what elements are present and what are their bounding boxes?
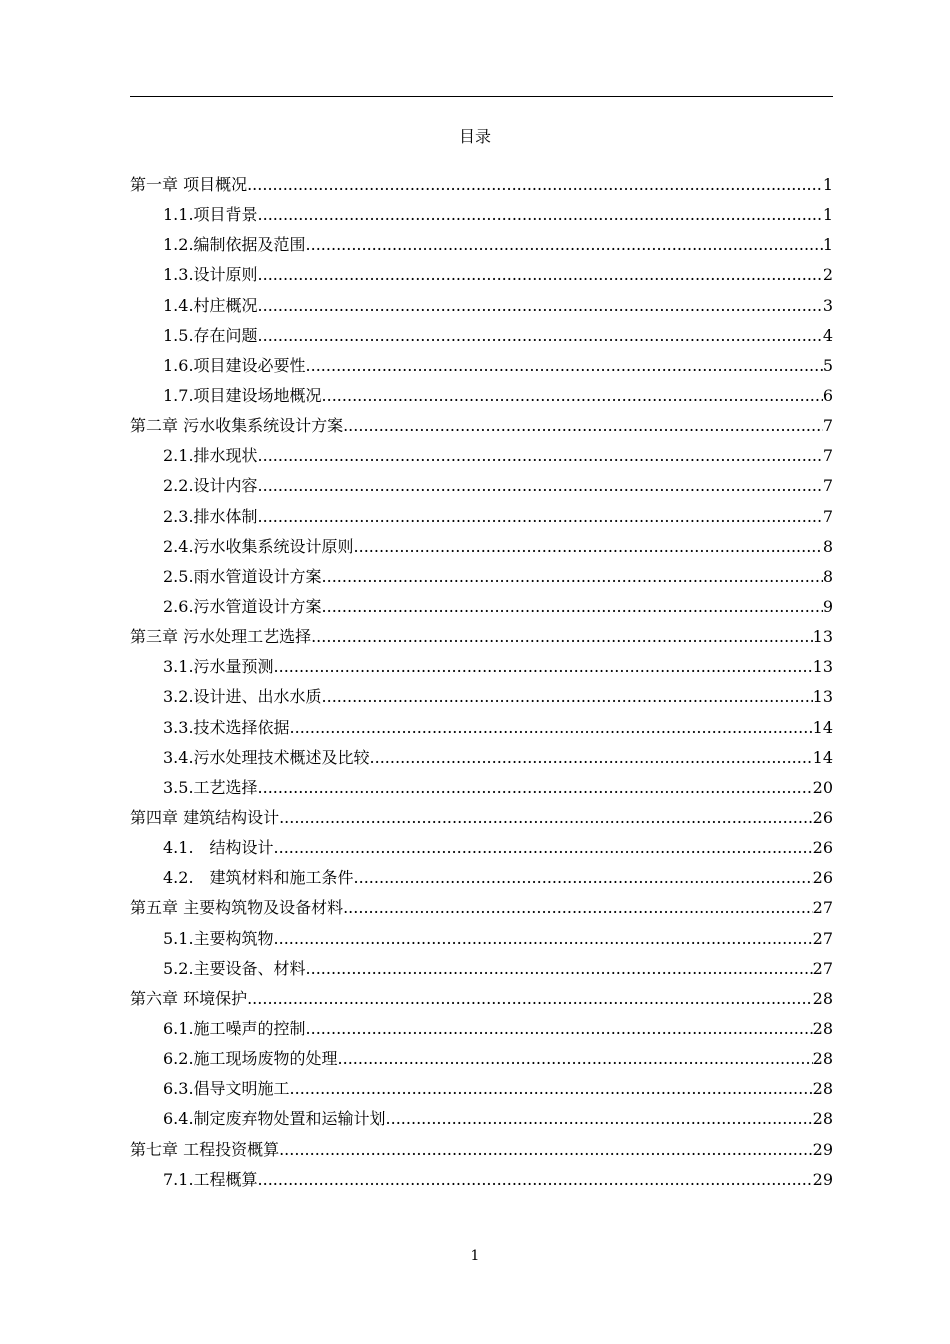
toc-chapter-entry[interactable] <box>130 411 833 441</box>
toc-entry-label: 1.7.项目建设场地概况 <box>163 385 322 405</box>
toc-dot-leader <box>338 1044 813 1074</box>
toc-section-entry[interactable] <box>130 1014 833 1044</box>
toc-section-entry[interactable] <box>130 441 833 471</box>
toc-entry-page: 27 <box>812 958 833 978</box>
toc-entry-label: 第四章 建筑结构设计 <box>130 807 280 827</box>
toc-entry-label: 4.1. 结构设计 <box>163 838 274 858</box>
toc-entry-label: 2.4.污水收集系统设计原则 <box>163 536 354 556</box>
page-title: 目录 <box>458 127 491 146</box>
toc-dot-leader <box>322 562 823 592</box>
toc-entry-page: 26 <box>812 807 833 827</box>
toc-chapter-entry[interactable] <box>130 1135 833 1165</box>
toc-entry-page: 7 <box>822 506 833 526</box>
toc-entry-page: 3 <box>822 295 833 315</box>
toc-entry-label: 第六章 环境保护 <box>130 988 248 1008</box>
toc-entry-page: 29 <box>812 1139 833 1159</box>
toc-dot-leader <box>306 230 823 260</box>
toc-entry-label: 2.5.雨水管道设计方案 <box>163 566 322 586</box>
toc-dot-leader <box>274 652 813 682</box>
toc-entry-label: 6.2.施工现场废物的处理 <box>163 1049 338 1069</box>
toc-dot-leader <box>386 1104 813 1134</box>
toc-dot-leader <box>290 713 813 743</box>
toc-entry-label: 3.3.技术选择依据 <box>163 717 290 737</box>
toc-entry-label: 1.3.设计原则 <box>163 265 258 285</box>
toc-section-entry[interactable] <box>130 773 833 803</box>
toc-section-entry[interactable] <box>130 713 833 743</box>
toc-entry-page: 7 <box>822 446 833 466</box>
toc-section-entry[interactable] <box>130 743 833 773</box>
toc-entry-label: 3.1.污水量预测 <box>163 657 274 677</box>
toc-dot-leader <box>258 441 823 471</box>
toc-entry-label: 2.6.污水管道设计方案 <box>163 596 322 616</box>
toc-dot-leader <box>279 1135 813 1165</box>
toc-entry-label: 2.2.设计内容 <box>163 476 258 496</box>
toc-entry-page: 13 <box>812 657 833 677</box>
toc-entry-page: 1 <box>822 235 833 255</box>
toc-section-entry[interactable] <box>130 381 833 411</box>
toc-section-entry[interactable] <box>130 291 833 321</box>
toc-section-entry[interactable] <box>130 924 833 954</box>
toc-dot-leader <box>279 803 813 833</box>
toc-dot-leader <box>258 260 823 290</box>
toc-dot-leader <box>306 954 813 984</box>
toc-entry-page: 29 <box>812 1169 833 1189</box>
toc-section-entry[interactable] <box>130 833 833 863</box>
toc-entry-page: 1 <box>822 205 833 225</box>
toc-entry-page: 13 <box>812 627 833 647</box>
toc-entry-page: 13 <box>812 687 833 707</box>
toc-entry-label: 3.4.污水处理技术概述及比较 <box>163 747 370 767</box>
toc-entry-page: 28 <box>812 1018 833 1038</box>
toc-section-entry[interactable] <box>130 1074 833 1104</box>
toc-chapter-entry[interactable] <box>130 893 833 923</box>
toc-entry-label: 4.2. 建筑材料和施工条件 <box>163 868 354 888</box>
toc-dot-leader <box>258 321 823 351</box>
toc-dot-leader <box>258 773 813 803</box>
toc-entry-page: 7 <box>822 416 833 436</box>
toc-entry-page: 27 <box>812 898 833 918</box>
toc-section-entry[interactable] <box>130 1165 833 1195</box>
toc-entry-label: 2.1.排水现状 <box>163 446 258 466</box>
toc-entry-page: 28 <box>812 1049 833 1069</box>
toc-chapter-entry[interactable] <box>130 622 833 652</box>
toc-dot-leader <box>370 743 813 773</box>
toc-dot-leader <box>258 200 823 230</box>
toc-dot-leader <box>258 502 823 532</box>
toc-entry-label: 3.5.工艺选择 <box>163 777 258 797</box>
page-number: 1 <box>470 1248 480 1264</box>
toc-dot-leader <box>247 984 813 1014</box>
toc-entry-page: 8 <box>822 536 833 556</box>
toc-entry-page: 20 <box>812 777 833 797</box>
toc-dot-leader <box>343 893 813 923</box>
toc-section-entry[interactable] <box>130 321 833 351</box>
toc-entry-label: 第三章 污水处理工艺选择 <box>130 627 312 647</box>
toc-section-entry[interactable] <box>130 592 833 622</box>
toc-entry-label: 3.2.设计进、出水水质 <box>163 687 322 707</box>
toc-section-entry[interactable] <box>130 230 833 260</box>
toc-dot-leader <box>354 532 823 562</box>
toc-entry-label: 5.2.主要设备、材料 <box>163 958 306 978</box>
toc-entry-label: 6.4.制定废弃物处置和运输计划 <box>163 1109 386 1129</box>
toc-entry-page: 28 <box>812 1079 833 1099</box>
toc-dot-leader <box>322 682 813 712</box>
toc-entry-label: 第二章 污水收集系统设计方案 <box>130 416 344 436</box>
toc-entry-label: 1.6.项目建设必要性 <box>163 355 306 375</box>
toc-entry-page: 14 <box>812 717 833 737</box>
toc-dot-leader <box>274 924 813 954</box>
toc-entry-label: 1.2.编制依据及范围 <box>163 235 306 255</box>
toc-chapter-entry[interactable] <box>130 803 833 833</box>
toc-entry-label: 1.5.存在问题 <box>163 325 258 345</box>
toc-section-entry[interactable] <box>130 260 833 290</box>
toc-entry-label: 6.1.施工噪声的控制 <box>163 1018 306 1038</box>
toc-section-entry[interactable] <box>130 863 833 893</box>
toc-section-entry[interactable] <box>130 954 833 984</box>
toc-entry-page: 14 <box>812 747 833 767</box>
toc-section-entry[interactable] <box>130 562 833 592</box>
toc-entry-page: 28 <box>812 988 833 1008</box>
toc-dot-leader <box>290 1074 813 1104</box>
toc-entry-label: 第五章 主要构筑物及设备材料 <box>130 898 344 918</box>
toc-dot-leader <box>274 833 813 863</box>
toc-dot-leader <box>322 592 823 622</box>
toc-entry-page: 9 <box>822 596 833 616</box>
toc-dot-leader <box>354 863 813 893</box>
toc-entry-page: 2 <box>822 265 833 285</box>
toc-dot-leader <box>247 170 823 200</box>
toc-section-entry[interactable] <box>130 682 833 712</box>
header-rule <box>130 96 833 97</box>
toc-section-entry[interactable] <box>130 652 833 682</box>
toc-dot-leader <box>258 1165 813 1195</box>
toc-entry-page: 7 <box>822 476 833 496</box>
table-of-contents <box>130 170 833 1195</box>
toc-entry-page: 8 <box>822 566 833 586</box>
toc-entry-page: 6 <box>822 385 833 405</box>
toc-section-entry[interactable] <box>130 200 833 230</box>
toc-section-entry[interactable] <box>130 471 833 501</box>
toc-entry-label: 第一章 项目概况 <box>130 175 248 194</box>
toc-entry-page: 27 <box>812 928 833 948</box>
toc-dot-leader <box>343 411 823 441</box>
toc-section-entry[interactable] <box>130 1104 833 1134</box>
toc-entry-label: 7.1.工程概算 <box>163 1169 258 1189</box>
toc-entry-label: 6.3.倡导文明施工 <box>163 1079 290 1099</box>
toc-dot-leader <box>311 622 813 652</box>
toc-entry-page: 26 <box>812 868 833 888</box>
toc-entry-page: 5 <box>822 355 833 375</box>
toc-entry-page: 4 <box>822 325 833 345</box>
toc-section-entry[interactable] <box>130 502 833 532</box>
toc-entry-label: 2.3.排水体制 <box>163 506 258 526</box>
toc-chapter-entry[interactable] <box>130 170 833 200</box>
toc-chapter-entry[interactable] <box>130 984 833 1014</box>
toc-entry-label: 第七章 工程投资概算 <box>130 1139 280 1159</box>
toc-section-entry[interactable] <box>130 351 833 381</box>
toc-dot-leader <box>306 1014 813 1044</box>
toc-entry-page: 28 <box>812 1109 833 1129</box>
toc-entry-page: 1 <box>822 175 833 194</box>
toc-dot-leader <box>322 381 823 411</box>
toc-dot-leader <box>258 291 823 321</box>
toc-entry-label: 1.4.村庄概况 <box>163 295 258 315</box>
toc-dot-leader <box>258 471 823 501</box>
toc-entry-label: 5.1.主要构筑物 <box>163 928 274 948</box>
toc-dot-leader <box>306 351 823 381</box>
toc-entry-page: 26 <box>812 838 833 858</box>
toc-section-entry[interactable] <box>130 532 833 562</box>
toc-section-entry[interactable] <box>130 1044 833 1074</box>
toc-entry-label: 1.1.项目背景 <box>163 205 258 225</box>
